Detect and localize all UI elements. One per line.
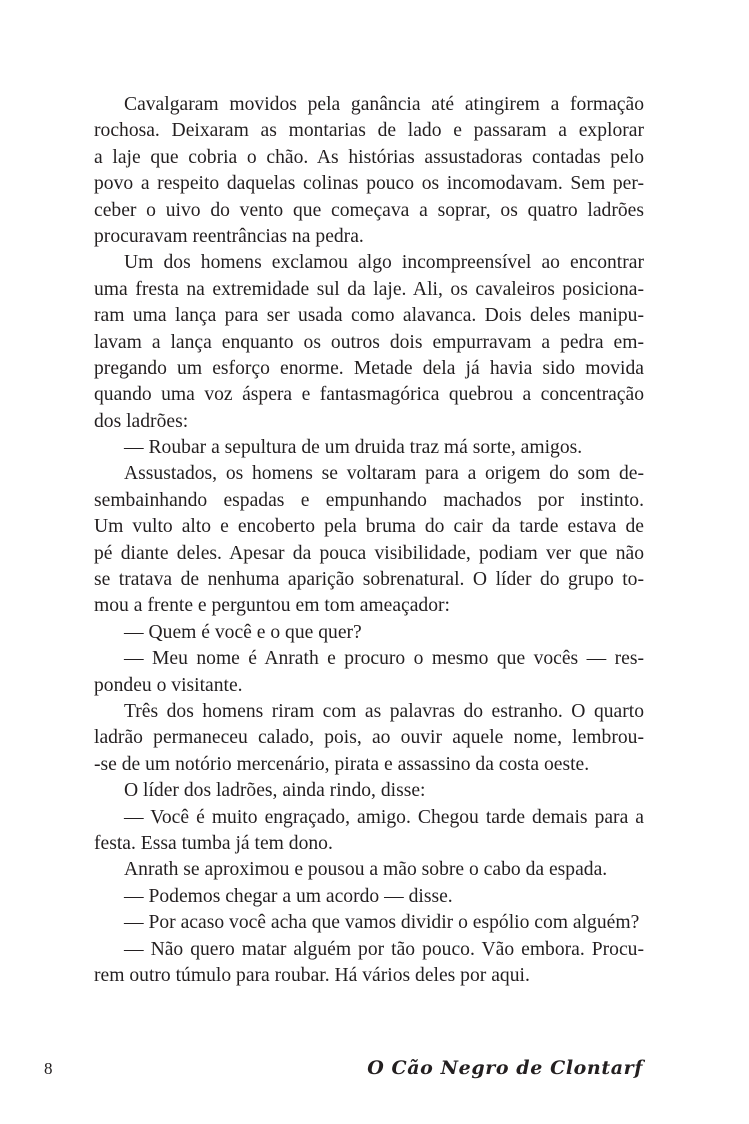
text-line: rem outro túmulo para roubar. Há vários deles por aqui. (94, 964, 530, 986)
text-line: Cavalgaram movidos pela ganância até atingirem a formação (124, 94, 644, 115)
text-line: pé diante deles. Apesar da pouca visibilidade, podiam ver que não (94, 542, 644, 564)
text-line: sembainhando espadas e empunhando machados por instinto. (94, 489, 644, 511)
text-line: a laje que cobria o chão. As histórias assustadoras contadas pelo (94, 146, 644, 168)
text-line: — Você é muito engraçado, amigo. Chegou tarde demais para a (124, 806, 644, 828)
text-line: lavam a lança enquanto os outros dois empurravam a pedra em- (94, 331, 644, 353)
text-line: mou a frente e perguntou em tom ameaçador: (94, 595, 450, 617)
text-line: uma fresta na extremidade sul da laje. Ali, os cavaleiros posiciona- (94, 278, 644, 300)
text-line: quando uma voz áspera e fantasmagórica quebrou a concentração (94, 384, 644, 406)
text-line: festa. Essa tumba já tem dono. (94, 832, 333, 854)
text-line: O líder dos ladrões, ainda rindo, disse: (124, 780, 426, 802)
page-number: 8 (44, 1059, 53, 1078)
text-line: Três dos homens riram com as palavras do estranho. O quarto (124, 700, 644, 722)
text-line: ram uma lança para ser usada como alavanca. Dois deles manipu- (94, 305, 644, 327)
text-line: — Por acaso você acha que vamos dividir o espólio com alguém? (124, 912, 640, 934)
text-line: Um dos homens exclamou algo incompreensível ao encontrar (124, 252, 644, 274)
text-line: dos ladrões: (94, 410, 189, 432)
text-line: se tratava de nenhuma aparição sobrenatural. O líder do grupo to- (94, 569, 644, 591)
text-line: ladrão permaneceu calado, pois, ao ouvir aquele nome, lembrou- (94, 727, 644, 749)
text-line: povo a respeito daquelas colinas pouco os incomodavam. Sem per- (94, 173, 644, 195)
text-line: Anrath se aproximou e pousou a mão sobre o cabo da espada. (124, 859, 608, 881)
text-line: procuravam reentrâncias na pedra. (94, 225, 364, 247)
text-line: — Roubar a sepultura de um druida traz má sorte, amigos. (124, 437, 583, 459)
text-line: — Podemos chegar a um acordo — disse. (124, 885, 453, 907)
body-text (94, 92, 644, 989)
text-line: Um vulto alto e encoberto pela bruma do cair da tarde estava de (94, 516, 644, 538)
text-line: ceber o uivo do vento que começava a soprar, os quatro ladrões (94, 199, 644, 221)
text-line: — Não quero matar alguém por tão pouco. Vão embora. Procu- (124, 938, 644, 960)
text-line: — Meu nome é Anrath e procuro o mesmo que vocês — res- (124, 648, 644, 670)
text-line: rochosa. Deixaram as montarias de lado e passaram a explorar (94, 120, 644, 142)
text-line: — Quem é você e o que quer? (124, 621, 362, 643)
running-title: O Cão Negro de Clontarf (367, 1057, 643, 1079)
text-line: pregando um esforço enorme. Metade dela já havia sido movida (94, 357, 644, 379)
text-line: -se de um notório mercenário, pirata e assassino da costa oeste. (94, 753, 590, 775)
text-line: pondeu o visitante. (94, 674, 243, 696)
text-line: Assustados, os homens se voltaram para a origem do som de- (124, 463, 644, 485)
